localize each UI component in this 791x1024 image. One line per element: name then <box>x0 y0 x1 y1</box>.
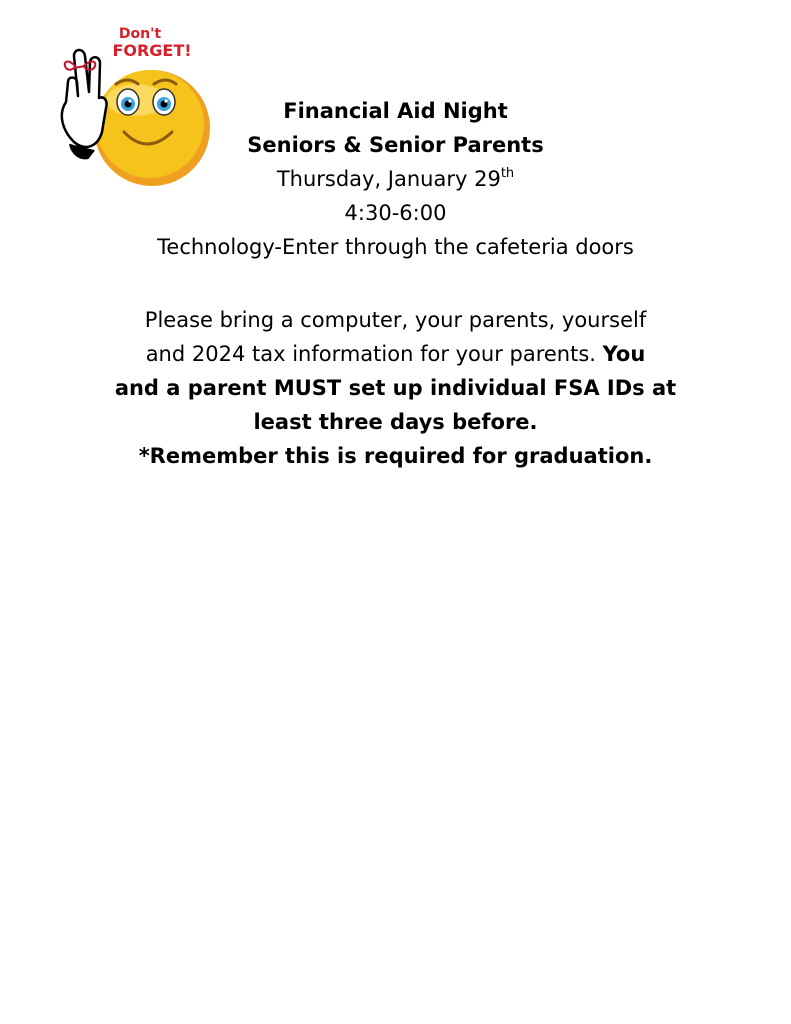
instructions-line-3: and a parent MUST set up individual FSA IDs at <box>114 376 677 400</box>
event-date <box>0 162 791 196</box>
svg-text:FORGET!: FORGET! <box>112 41 192 60</box>
instructions-line-2-regular: and 2024 tax information for your parents. <box>145 342 596 366</box>
event-details <box>0 94 791 264</box>
event-date-suffix: th <box>500 166 515 181</box>
graduation-reminder: *Remember this is required for graduation. <box>138 444 653 468</box>
event-location: Technology-Enter through the cafeteria doors <box>157 235 634 259</box>
instructions <box>0 303 791 473</box>
event-audience: Seniors & Senior Parents <box>247 133 544 157</box>
event-title: Financial Aid Night <box>283 99 508 123</box>
event-time: 4:30-6:00 <box>344 201 447 225</box>
event-date-text: Thursday, January 29 <box>276 167 501 191</box>
instructions-line-2 <box>0 337 791 371</box>
instructions-line-2-bold: You <box>602 342 646 366</box>
svg-text:Don't: Don't <box>118 26 162 42</box>
instructions-line-1: Please bring a computer, your parents, yourself <box>144 308 647 332</box>
instructions-line-4: least three days before. <box>253 410 538 434</box>
